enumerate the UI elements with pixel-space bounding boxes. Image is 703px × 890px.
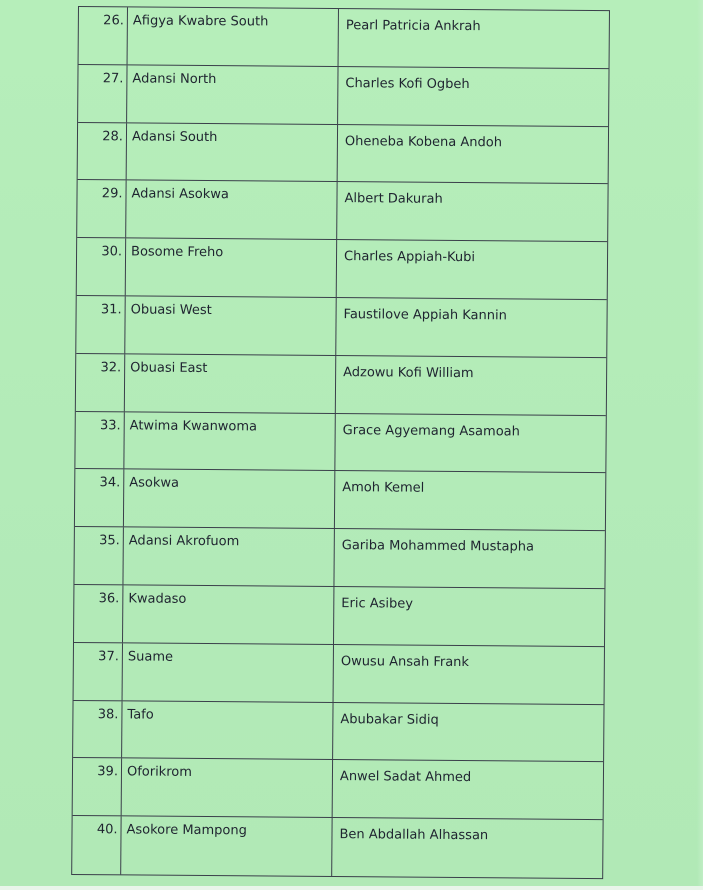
candidate-name-cell: Owusu Ansah Frank [340, 653, 470, 670]
row-number: 27. [78, 65, 127, 122]
table-row [75, 469, 605, 531]
candidates-table [71, 6, 610, 879]
candidate-name-cell: Eric Asibey [341, 596, 414, 612]
table-row [77, 180, 607, 242]
row-number: 29. [77, 180, 126, 237]
row-number: 33. [75, 412, 124, 469]
candidate-name-cell: Oheneba Kobena Andoh [344, 133, 503, 150]
constituency-cell: Afigya Kwabre South [128, 7, 339, 65]
candidate-name-cell: Anwel Sadat Ahmed [339, 769, 472, 786]
row-number: 39. [73, 758, 122, 815]
candidate-name-cell: Charles Appiah-Kubi [343, 249, 476, 266]
candidate-name-cell: Abubakar Sidiq [340, 711, 439, 728]
table-row [76, 296, 606, 358]
constituency-cell: Adansi North [127, 65, 338, 123]
constituency-cell: Adansi South [127, 123, 338, 181]
row-number: 36. [74, 585, 123, 642]
row-number: 40. [72, 816, 121, 874]
table-row [77, 238, 607, 300]
constituency-cell: Obuasi East [125, 354, 336, 412]
table-row [73, 701, 603, 763]
table-row [79, 7, 609, 69]
page-edge-shading [697, 0, 703, 890]
candidate-name-cell: Grace Agyemang Asamoah [342, 422, 520, 440]
row-number: 37. [74, 643, 123, 700]
constituency-cell: Obuasi West [125, 296, 336, 354]
table-row [78, 123, 608, 185]
candidate-name-cell: Charles Kofi Ogbeh [345, 75, 470, 92]
table-row [74, 585, 604, 647]
candidate-name-cell: Pearl Patricia Ankrah [345, 18, 481, 35]
constituency-cell: Oforikrom [122, 759, 333, 817]
constituency-cell: Adansi Akrofuom [123, 528, 334, 586]
constituency-cell: Bosome Freho [126, 239, 337, 297]
table-row [74, 643, 604, 705]
page-bottom-edge [0, 886, 703, 890]
table-row [78, 65, 608, 127]
table-row [72, 816, 602, 878]
constituency-cell: Kwadaso [123, 585, 334, 643]
constituency-cell: Adansi Asokwa [126, 181, 337, 239]
candidate-name-cell: Ben Abdallah Alhassan [339, 827, 489, 844]
constituency-cell: Tafo [122, 701, 333, 759]
constituency-cell: Asokore Mampong [121, 817, 332, 876]
row-number: 38. [73, 701, 122, 758]
row-number: 30. [77, 238, 126, 295]
constituency-cell: Asokwa [124, 470, 335, 528]
table-row [73, 758, 603, 820]
table-row [76, 354, 606, 416]
row-number: 34. [75, 469, 124, 526]
candidate-name-cell: Gariba Mohammed Mustapha [341, 538, 535, 555]
constituency-cell: Atwima Kwanwoma [124, 412, 335, 470]
candidate-name-cell: Adzowu Kofi William [343, 364, 474, 381]
constituency-cell: Suame [123, 643, 334, 701]
row-number: 26. [79, 7, 128, 64]
row-number: 35. [74, 527, 123, 584]
row-number: 31. [76, 296, 125, 353]
candidate-name-cell: Amoh Kemel [342, 480, 425, 497]
row-number: 32. [76, 354, 125, 411]
table-row [75, 412, 605, 474]
candidate-name-cell: Faustilove Appiah Kannin [343, 307, 507, 324]
candidate-name-cell: Albert Dakurah [344, 191, 443, 208]
row-number: 28. [78, 123, 127, 180]
table-row [74, 527, 604, 589]
